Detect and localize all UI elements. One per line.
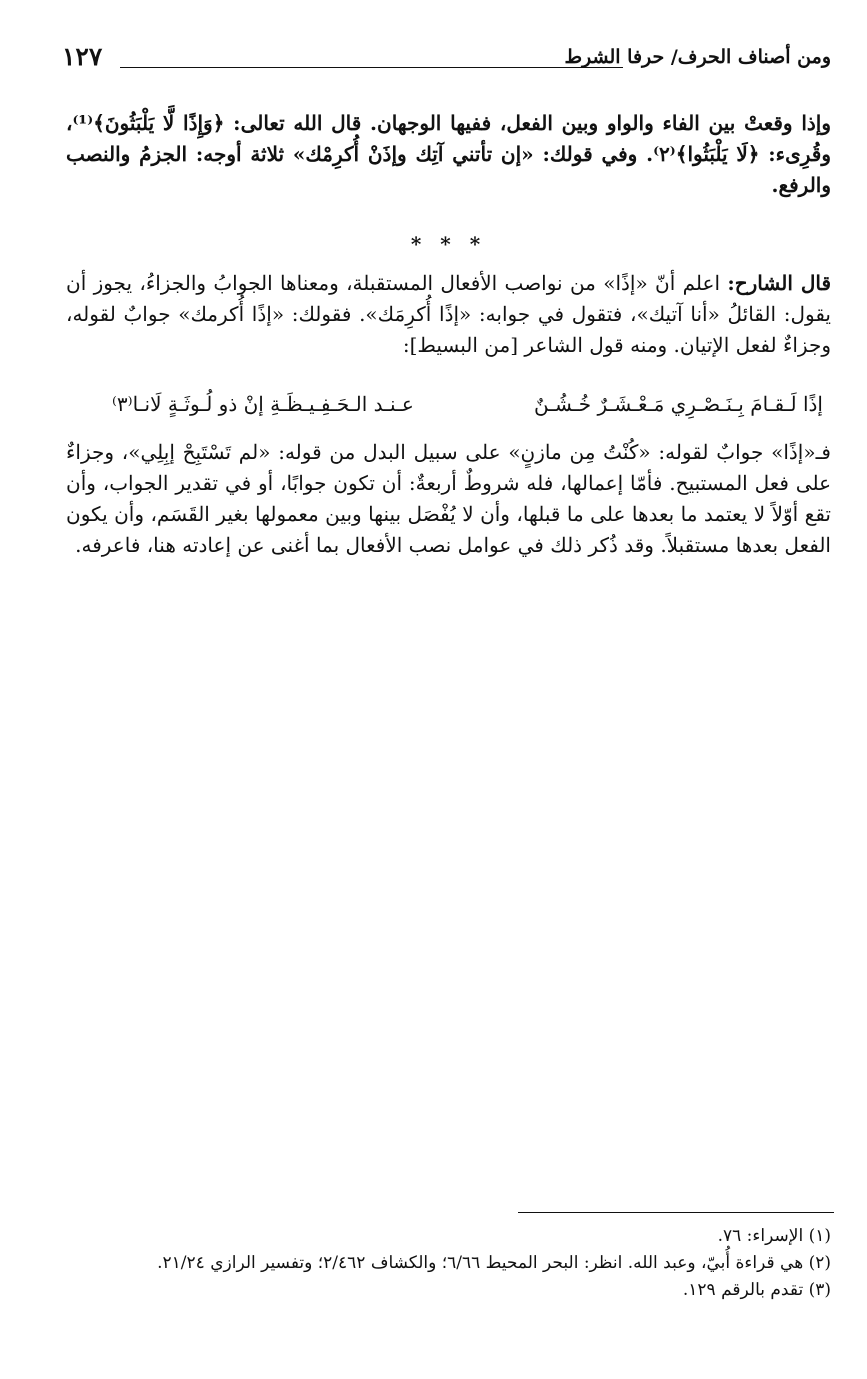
footnote-2: (٢) هي قراءة أُبيّ، وعبد الله. انظر: البحر المحيط ٦/٦٦؛ والكشاف ٢/٤٦٢؛ وتفسير الرازي ٢١/٢٤. (157, 1253, 831, 1273)
footnote-1: (١) الإسراء: ٧٦. (717, 1226, 831, 1246)
page-number: ١٢٧ (62, 42, 103, 71)
footnote-rule (518, 1212, 834, 1213)
paragraph-1: وإذا وقعتْ بين الفاء والواو وبين الفعل، ففيها الوجهان. قال الله تعالى: ﴿وَإِذًا لَّا يَلْبَثُونَ﴾⁽¹⁾، وقُرِىء: ﴿لَا يَلْبَثُوا﴾⁽٢⁾. وفي قولك: «إن تأتني آتِك وإذَنْ أُكرِمْك» ثلاثة أوجه: الجزمُ والنصب والرفع. (66, 111, 831, 197)
footnotes (60, 1223, 831, 1304)
verse-first-hemistich: إذًا لَـقـامَ بِـنَـصْـرِي مَـعْـشَـرٌ خُـشُـنٌ (533, 392, 823, 416)
commentator-label: قال الشارح: (727, 271, 832, 295)
running-head: ومن أصناف الحرف/ حرفا الشرط (564, 46, 831, 68)
paragraph-2-text: اعلم أنّ «إذًا» من نواصب الأفعال المستقبلة، ومعناها الجوابُ والجزاءُ، يجوز أن يقول: القائلُ «أنا آتيك»، فتقول في جوابه: «إذًا أُكرِمَك». فقولك: «إذًا أُكرمك» جوابٌ لقوله، وجزاءٌ لفعل الإتيان. ومنه قول الشاعر [من البسيط]: (66, 271, 831, 357)
paragraph-2 (66, 268, 831, 361)
section-separator: * * * (410, 232, 487, 256)
footnote-3: (٣) تقدم بالرقم ١٢٩. (682, 1280, 831, 1300)
paragraph-3: فـ«إذًا» جوابٌ لقوله: «كُنْتُ مِن مازنٍ» على سبيل البدل من قوله: «لم تَسْتَبِحْ إبِلِي»، وجزاءٌ على فعل المستبيح. فأمّا إعمالها، فله شروطٌ أربعةٌ: أن تكون جوابًا، أو في تقدير الجواب، وأن تقع أوّلاً لا يعتمد ما بعدها على ما قبلها، وأن لا يُفْصَل بينها وبين معمولها بغير القَسَم، وأن يكون الفعل بعدها مستقبلاً. وقد ذُكر ذلك في عوامل نصب الأفعال بما أغنى عن إعادته هنا، فاعرفه. (66, 440, 832, 557)
header-rule (120, 67, 623, 68)
poetry-verse (66, 392, 831, 424)
verse-second-hemistich: عـنـد الـحَـفِـيـظَـةِ إنْ ذو لُـوثَـةٍ لَانـا⁽٣⁾ (112, 392, 414, 416)
page-header (62, 40, 831, 84)
